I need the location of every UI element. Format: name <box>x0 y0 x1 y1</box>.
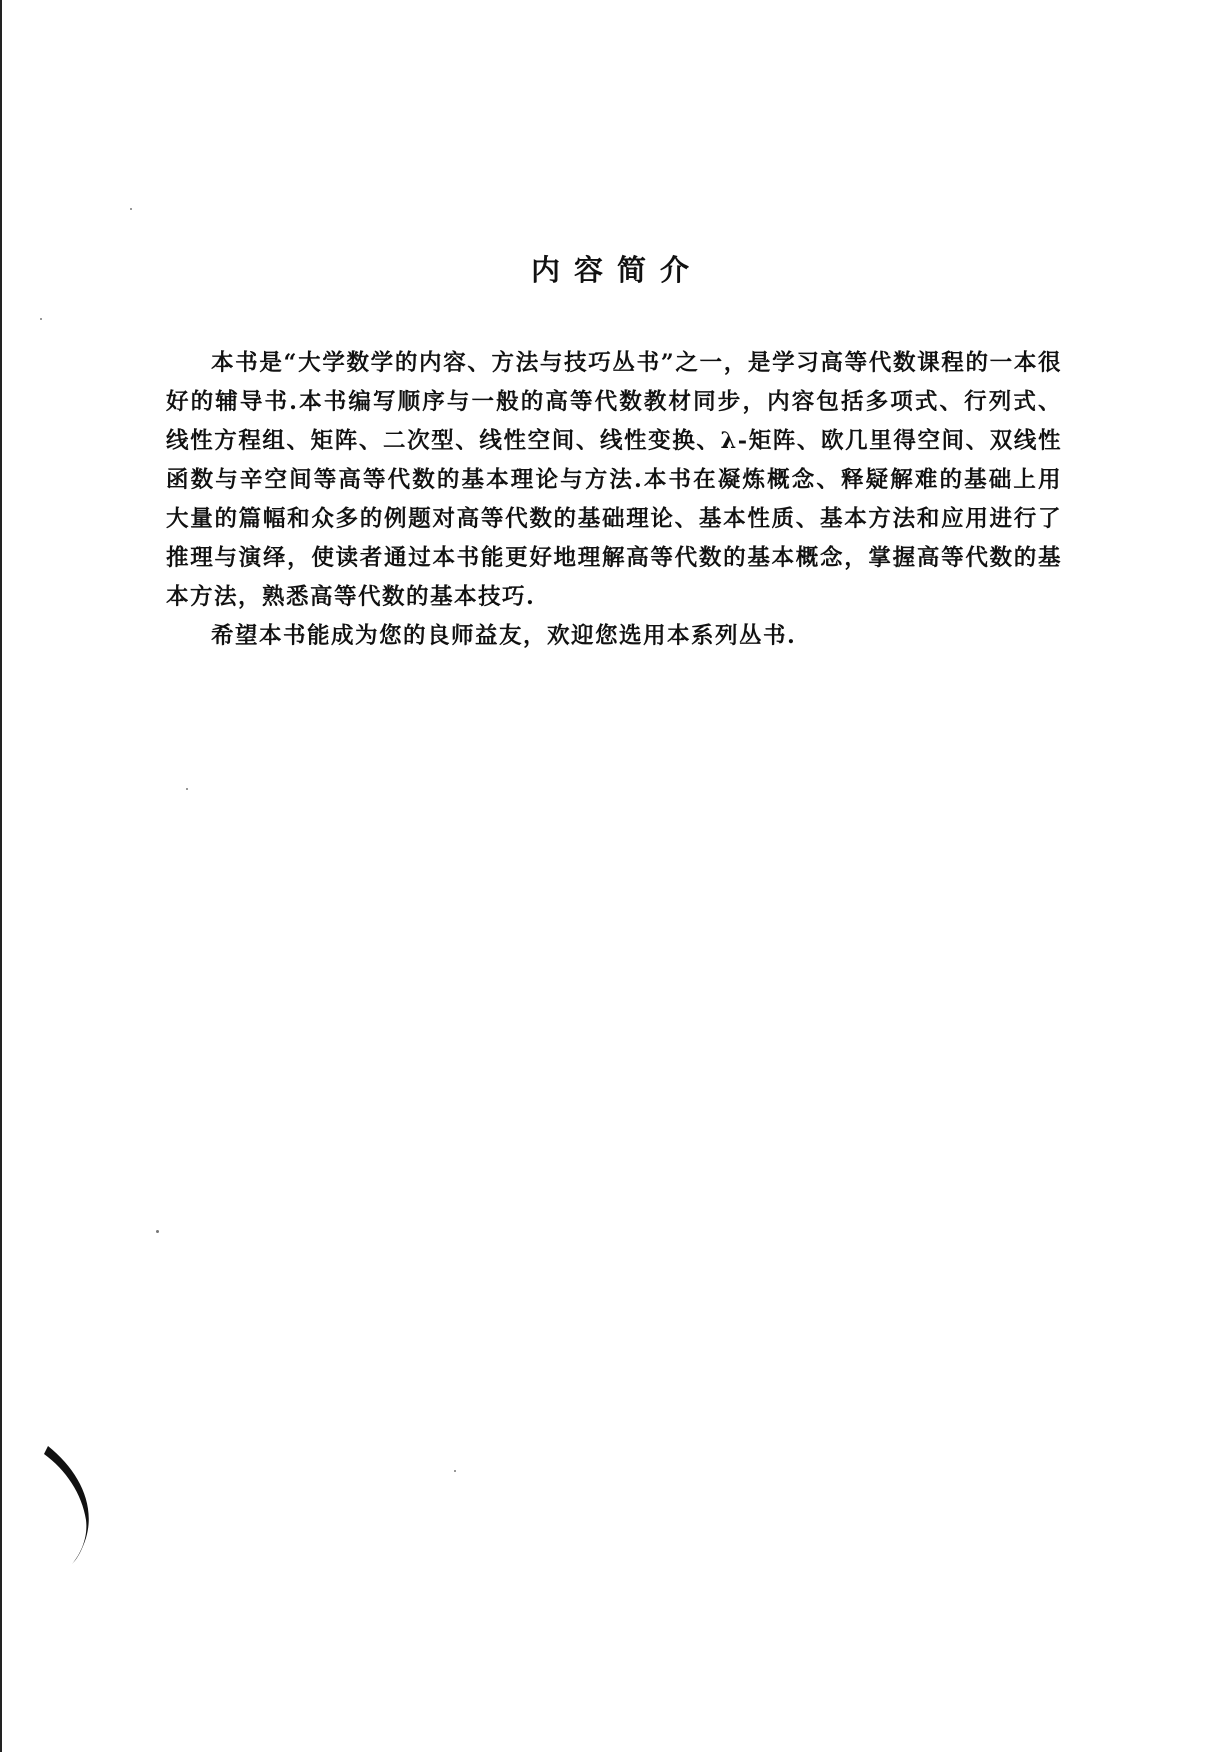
summary-body <box>166 344 1062 656</box>
scan-speck <box>186 788 188 790</box>
page-title: 内容简介 <box>530 253 703 287</box>
scan-speck <box>40 318 42 320</box>
scan-speck <box>454 1470 456 1472</box>
summary-paragraph-1: 本书是“大学数学的内容、方法与技巧丛书”之一，是学习高等代数课程的一本很好的辅导书.本书编写顺序与一般的高等代数教材同步，内容包括多项式、行列式、线性方程组、矩阵、二次型、线性空间、线性变换、λ-矩阵、欧几里得空间、双线性函数与辛空间等高等代数的基本理论与方法.本书在凝炼概念、释疑解难的基础上用大量的篇幅和众多的例题对高等代数的基础理论、基本性质、基本方法和应用进行了推理与演绎，使读者通过本书能更好地理解高等代数的基本概念，掌握高等代数的基本方法，熟悉高等代数的基本技巧. <box>166 350 1062 610</box>
scan-speck <box>130 208 132 210</box>
scan-corner-mark <box>38 1440 108 1570</box>
scan-speck <box>156 1230 159 1233</box>
summary-paragraph-2: 希望本书能成为您的良师益友，欢迎您选用本系列丛书. <box>211 623 797 649</box>
